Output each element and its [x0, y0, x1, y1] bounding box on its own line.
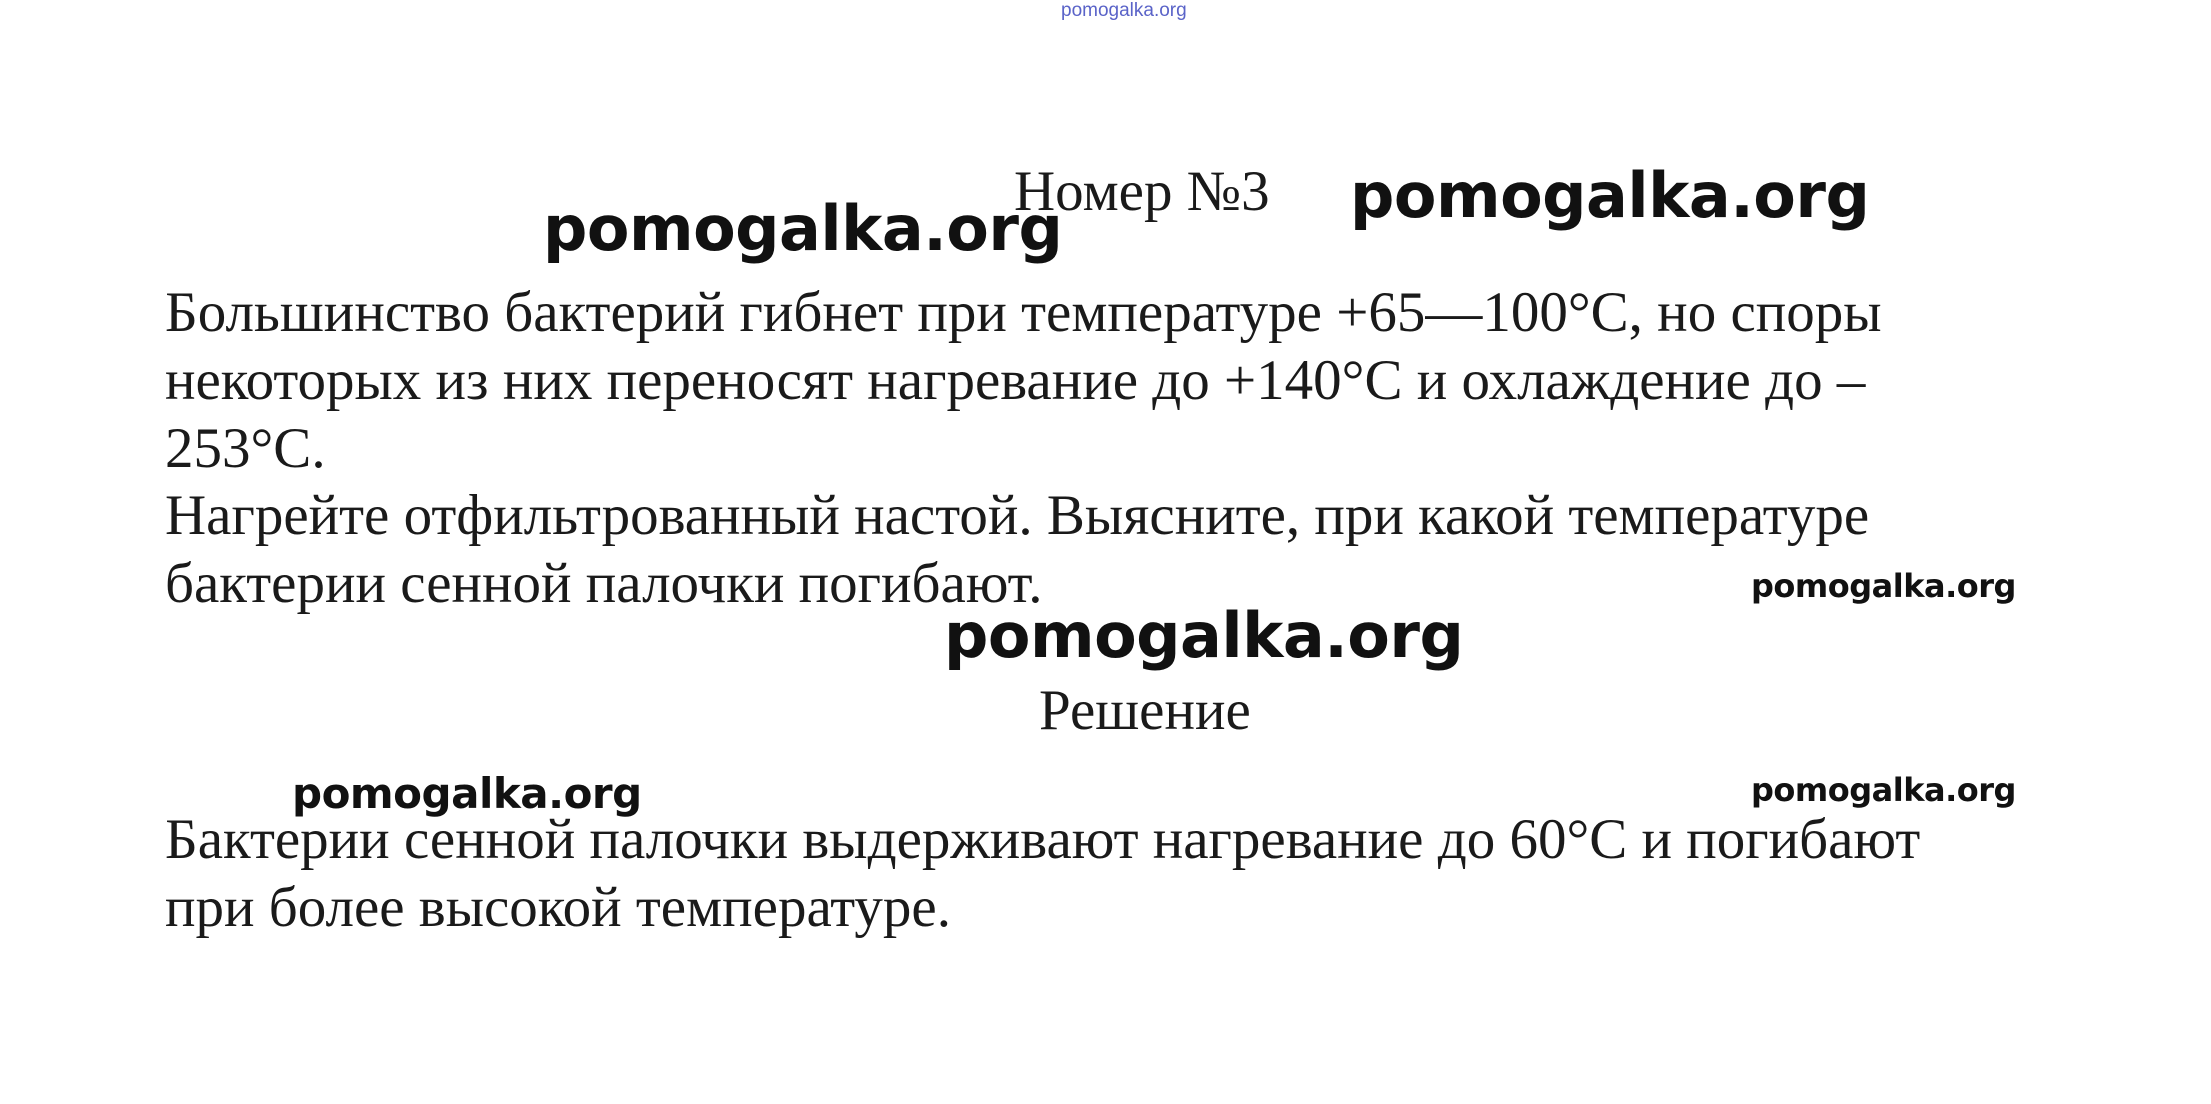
- task-line-5: бактерии сенной палочки погибают.: [165, 552, 1043, 615]
- watermark: pomogalka.org: [944, 599, 1464, 672]
- solution-line-2: при более высокой температуре.: [165, 876, 951, 939]
- solution-heading: Решение: [1039, 679, 1251, 742]
- page-title: Номер №3: [1014, 160, 1270, 223]
- top-source-link[interactable]: pomogalka.org: [1061, 0, 1187, 21]
- watermark: pomogalka.org: [292, 769, 642, 818]
- watermark: pomogalka.org: [543, 192, 1063, 265]
- task-line-4: Нагрейте отфильтрованный настой. Выясните, при какой температуре: [165, 484, 1870, 547]
- watermark: pomogalka.org: [1350, 159, 1870, 232]
- watermark: pomogalka.org: [1751, 771, 2016, 809]
- watermark: pomogalka.org: [1751, 567, 2016, 605]
- task-line-3: 253°C.: [165, 417, 326, 480]
- solution-line-1: Бактерии сенной палочки выдерживают нагревание до 60°C и погибают: [165, 808, 1921, 871]
- task-line-2: некоторых из них переносят нагревание до +140°C и охлаждение до –: [165, 349, 1866, 412]
- task-line-1: Большинство бактерий гибнет при температуре +65—100°C, но споры: [165, 281, 1882, 344]
